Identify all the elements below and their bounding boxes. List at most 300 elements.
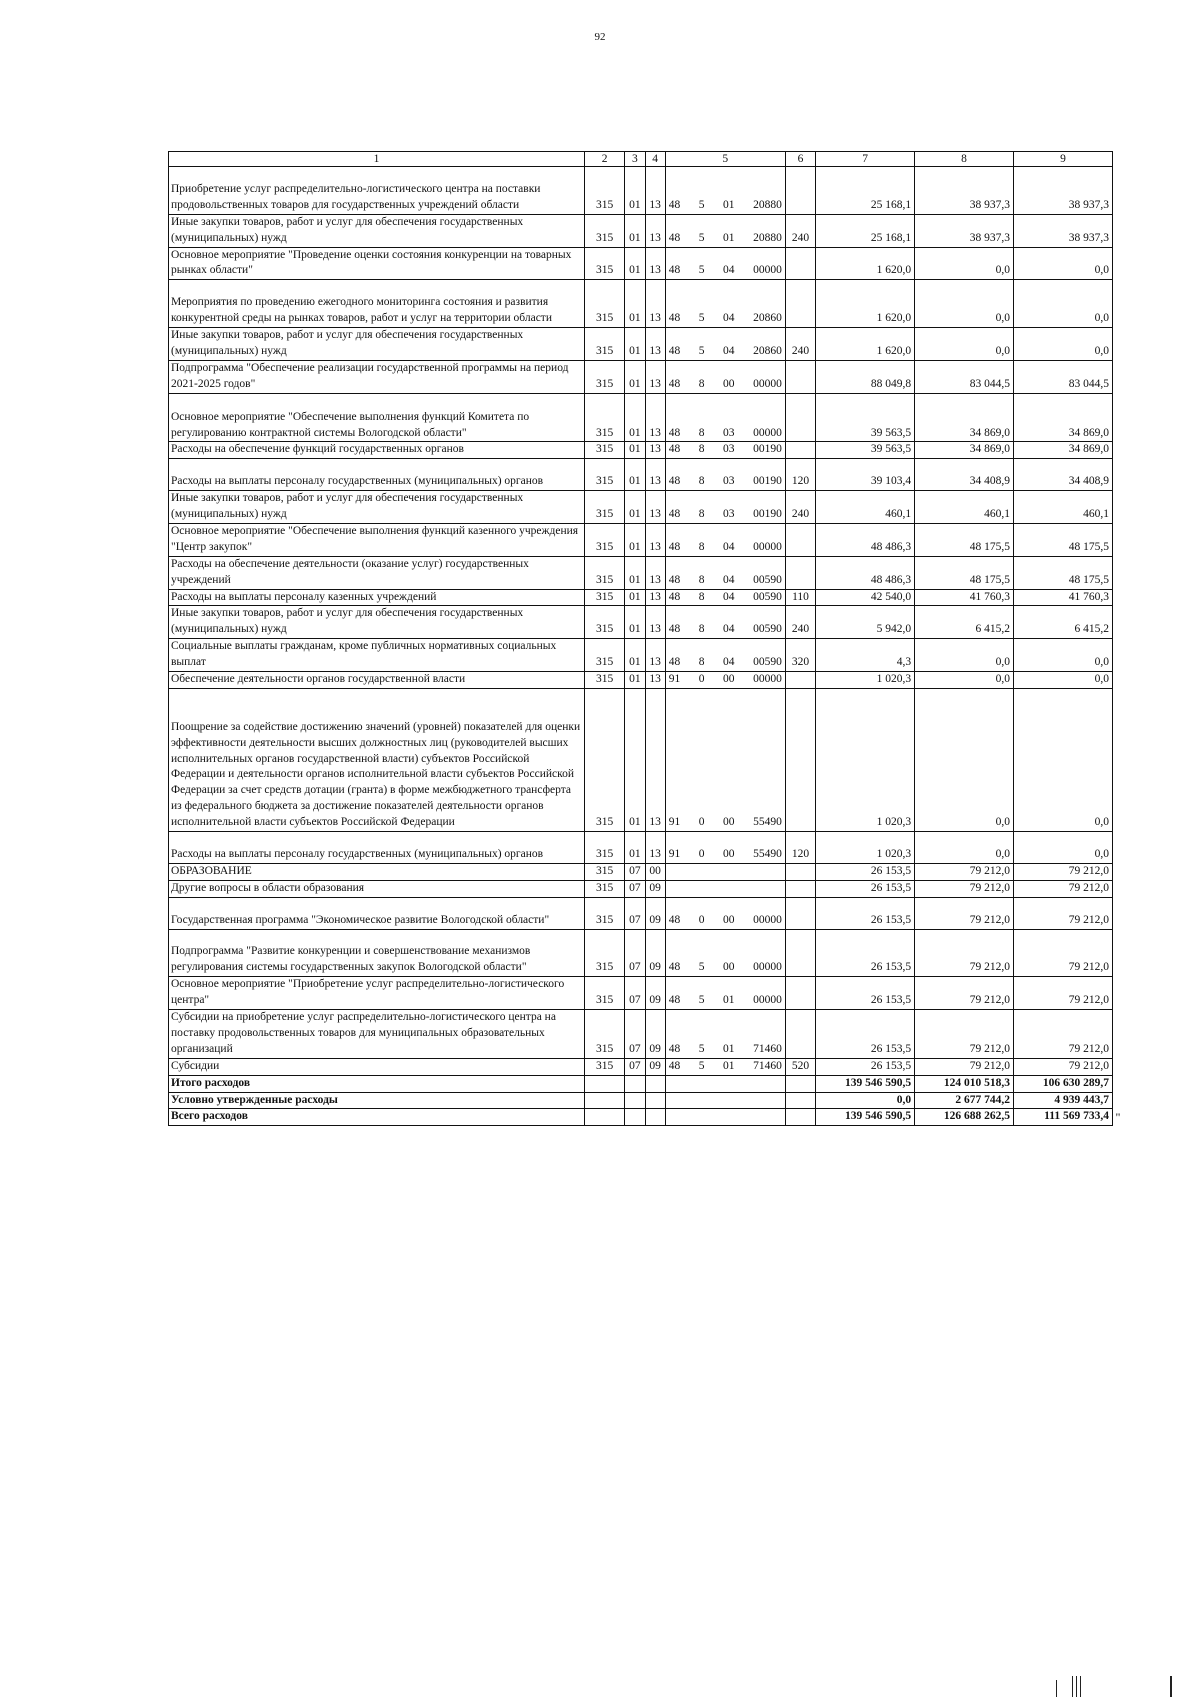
target-code-part: 8 [698,590,705,603]
target-code-part: 00190 [753,508,782,521]
table-row [169,863,1113,880]
row-value-col8: 0,0 [915,832,1014,864]
row-code-subsection: 13 [645,214,665,247]
row-code-ministry: 315 [584,328,624,361]
target-code-part: 91 [668,673,681,686]
target-code-parts [669,426,782,442]
row-value-col8: 0,0 [915,689,1014,832]
row-code-ministry: 315 [584,1058,624,1075]
target-code-part: 01 [723,994,735,1007]
header-cell: 8 [915,152,1014,167]
row-value-col9: 48 175,5 [1014,523,1113,556]
row-code-section: 07 [625,880,645,897]
target-code-part: 20860 [753,344,782,357]
target-code-part: 8 [698,475,705,488]
row-code-subsection: 13 [645,393,665,442]
empty-cell [625,1109,645,1126]
target-code-part: 5 [698,994,705,1007]
target-code-part: 8 [698,443,705,456]
row-code-subsection: 13 [645,556,665,589]
row-value-col8: 79 212,0 [915,977,1014,1010]
row-code-target [665,1058,785,1075]
row-name: Государственная программа "Экономическое развитие Вологодской области" [169,897,585,929]
target-code-part: 48 [668,198,681,211]
target-code-parts [669,474,782,490]
row-code-section: 07 [625,1010,645,1059]
target-code-parts [669,960,782,976]
target-code-part: 04 [723,590,735,603]
row-code-subsection: 13 [645,442,665,459]
row-code-ministry: 315 [584,556,624,589]
total-value-col9: 111 569 733,4 [1014,1109,1113,1126]
row-value-col7: 26 153,5 [816,863,915,880]
row-code-target [665,929,785,977]
row-code-subsection: 09 [645,880,665,897]
target-code-part: 0 [698,913,705,926]
target-code-part: 20880 [753,231,782,244]
target-code-part: 20880 [753,198,782,211]
header-cell: 6 [785,152,815,167]
row-name: Основное мероприятие "Обеспечение выполнения функций Комитета по регулированию контрактной системы Вологодской области" [169,393,585,442]
row-expense-type [785,689,815,832]
header-cell: 4 [645,152,665,167]
row-code-subsection: 13 [645,280,665,328]
empty-cell [584,1092,624,1109]
row-code-subsection: 09 [645,1058,665,1075]
table-row [169,459,1113,491]
row-value-col7: 88 049,8 [816,360,915,393]
target-code-part: 00000 [753,994,782,1007]
row-name: Мероприятия по проведению ежегодного мониторинга состояния и развития конкурентной среды на рынках товаров, работ и услуг на территории области [169,280,585,328]
row-value-col9: 79 212,0 [1014,863,1113,880]
row-code-subsection: 13 [645,167,665,215]
row-value-col7: 39 563,5 [816,393,915,442]
table-row [169,589,1113,606]
target-code-part: 20860 [753,312,782,325]
row-name: Расходы на выплаты персоналу государственных (муниципальных) органов [169,832,585,864]
row-code-target [665,589,785,606]
page-number: 92 [594,31,606,43]
row-value-col7: 25 168,1 [816,167,915,215]
target-code-parts [669,913,782,929]
row-code-section: 01 [625,442,645,459]
row-code-target [665,442,785,459]
row-value-col7: 39 563,5 [816,442,915,459]
row-value-col7: 460,1 [816,491,915,524]
row-value-col9: 41 760,3 [1014,589,1113,606]
target-code-part: 04 [723,264,735,277]
target-code-part: 00590 [753,573,782,586]
row-code-subsection: 09 [645,977,665,1010]
target-code-part: 48 [668,994,681,1007]
scan-artifact [1076,1676,1077,1697]
target-code-part: 00 [723,377,735,390]
row-code-target [665,863,785,880]
total-value-col8: 124 010 518,3 [915,1075,1014,1092]
row-expense-type: 240 [785,606,815,639]
row-expense-type [785,167,815,215]
row-value-col9: 0,0 [1014,672,1113,689]
row-code-section: 01 [625,606,645,639]
row-value-col8: 0,0 [915,280,1014,328]
row-name: Расходы на обеспечение деятельности (оказание услуг) государственных учреждений [169,556,585,589]
target-code-parts [669,377,782,393]
empty-cell [645,1092,665,1109]
row-value-col8: 34 408,9 [915,459,1014,491]
table-row [169,606,1113,639]
target-code-part: 48 [668,475,681,488]
row-code-subsection: 13 [645,672,665,689]
target-code-part: 48 [668,344,681,357]
empty-cell [584,1075,624,1092]
row-value-col9: 38 937,3 [1014,214,1113,247]
target-code-part: 00000 [753,961,782,974]
row-code-ministry: 315 [584,1010,624,1059]
target-code-parts [669,442,782,458]
target-code-parts [669,573,782,589]
table-row [169,280,1113,328]
target-code-parts [669,815,782,831]
scan-artifact [1170,1676,1172,1697]
row-code-target [665,167,785,215]
target-code-part: 48 [668,540,681,553]
target-code-part: 04 [723,540,735,553]
row-value-col8: 41 760,3 [915,589,1014,606]
row-name: Подпрограмма "Развитие конкуренции и совершенствование механизмов регулирования системы государственных закупок Вологодской области" [169,929,585,977]
row-value-col8: 79 212,0 [915,897,1014,929]
target-code-part: 5 [698,264,705,277]
target-code-part: 04 [723,312,735,325]
row-code-section: 01 [625,214,645,247]
scan-artifact [1056,1680,1057,1697]
target-code-part: 55490 [753,848,782,860]
row-code-ministry: 315 [584,247,624,280]
target-code-part: 01 [723,231,735,244]
target-code-part: 04 [723,344,735,357]
table-row [169,1058,1113,1075]
target-code-part: 8 [698,656,705,669]
row-expense-type [785,442,815,459]
target-code-part: 8 [698,623,705,636]
row-name: Подпрограмма "Обеспечение реализации государственной программы на период 2021-2025 годов" [169,360,585,393]
row-code-ministry: 315 [584,393,624,442]
target-code-part: 5 [698,961,705,974]
row-value-col9: 79 212,0 [1014,977,1113,1010]
row-code-section: 01 [625,589,645,606]
target-code-parts [669,198,782,214]
row-value-col7: 48 486,3 [816,523,915,556]
row-value-col9: 460,1 [1014,491,1113,524]
row-name: Иные закупки товаров, работ и услуг для обеспечения государственных (муниципальных) нужд [169,328,585,361]
row-value-col8: 34 869,0 [915,442,1014,459]
row-code-ministry: 315 [584,523,624,556]
row-value-col9: 83 044,5 [1014,360,1113,393]
target-code-part: 03 [723,508,735,521]
row-value-col8: 34 869,0 [915,393,1014,442]
row-value-col9: 79 212,0 [1014,1058,1113,1075]
target-code-part: 48 [668,264,681,277]
row-code-target [665,393,785,442]
row-expense-type: 110 [785,589,815,606]
row-code-subsection: 09 [645,1010,665,1059]
row-expense-type [785,247,815,280]
target-code-part: 0 [698,848,705,860]
row-code-target [665,523,785,556]
row-code-section: 01 [625,167,645,215]
row-value-col7: 26 153,5 [816,897,915,929]
empty-cell [785,1109,815,1126]
target-code-part: 5 [698,1042,705,1055]
row-expense-type [785,863,815,880]
row-value-col9: 79 212,0 [1014,897,1113,929]
row-code-target [665,491,785,524]
header-cell: 7 [816,152,915,167]
row-name: Приобретение услуг распределительно-логистического центра на поставки продовольственных товаров для государственных учреждений области [169,167,585,215]
target-code-part: 00000 [753,426,782,439]
row-value-col8: 48 175,5 [915,523,1014,556]
row-value-col7: 26 153,5 [816,1010,915,1059]
empty-cell [665,1092,785,1109]
target-code-part: 00590 [753,623,782,636]
target-code-part: 48 [668,426,681,439]
table-row [169,832,1113,864]
table-row [169,214,1113,247]
row-expense-type [785,1010,815,1059]
row-code-section: 01 [625,556,645,589]
row-value-col7: 1 620,0 [816,280,915,328]
row-expense-type [785,280,815,328]
row-code-section: 01 [625,639,645,672]
row-expense-type [785,929,815,977]
target-code-part: 55490 [753,816,782,829]
row-code-section: 01 [625,393,645,442]
row-code-ministry: 315 [584,491,624,524]
row-expense-type: 320 [785,639,815,672]
target-code-parts [669,231,782,247]
table-row [169,1010,1113,1059]
header-cell: 3 [625,152,645,167]
target-code-parts [669,1042,782,1058]
row-expense-type [785,880,815,897]
row-code-section: 01 [625,328,645,361]
row-value-col8: 0,0 [915,639,1014,672]
row-value-col9: 79 212,0 [1014,929,1113,977]
row-code-section: 01 [625,523,645,556]
total-value-col7: 139 546 590,5 [816,1075,915,1092]
total-value-col7: 139 546 590,5 [816,1109,915,1126]
target-code-part: 48 [668,312,681,325]
target-code-part: 04 [723,623,735,636]
row-code-target [665,977,785,1010]
row-code-section: 01 [625,672,645,689]
row-code-target [665,214,785,247]
target-code-part: 5 [698,312,705,325]
row-expense-type: 120 [785,832,815,864]
row-name: Основное мероприятие "Проведение оценки состояния конкуренции на товарных рынках области" [169,247,585,280]
row-value-col9: 38 937,3 [1014,167,1113,215]
target-code-parts [669,993,782,1009]
row-value-col7: 5 942,0 [816,606,915,639]
empty-cell [584,1109,624,1126]
target-code-parts [669,672,782,688]
row-value-col7: 42 540,0 [816,589,915,606]
target-code-part: 0 [698,673,705,686]
row-value-col8: 6 415,2 [915,606,1014,639]
row-expense-type [785,672,815,689]
row-value-col9: 79 212,0 [1014,880,1113,897]
row-value-col9: 0,0 [1014,639,1113,672]
row-expense-type [785,393,815,442]
row-value-col7: 48 486,3 [816,556,915,589]
row-code-ministry: 315 [584,977,624,1010]
target-code-parts [669,263,782,279]
target-code-part: 48 [668,623,681,636]
header-cell: 1 [169,152,585,167]
total-value-col8: 126 688 262,5 [915,1109,1014,1126]
row-code-target [665,672,785,689]
row-value-col7: 26 153,5 [816,1058,915,1075]
row-value-col7: 26 153,5 [816,880,915,897]
row-code-section: 07 [625,929,645,977]
row-code-target [665,247,785,280]
row-expense-type [785,897,815,929]
target-code-part: 00190 [753,475,782,488]
row-code-ministry: 315 [584,214,624,247]
target-code-part: 48 [668,913,681,926]
row-code-target [665,556,785,589]
row-name: Субсидии на приобретение услуг распределительно-логистического центра на поставку продовольственных товаров для муниципальных образовательных организаций [169,1010,585,1059]
table-row [169,897,1113,929]
header-cell: 2 [584,152,624,167]
column-number-header [169,152,1113,167]
target-code-parts [669,1059,782,1075]
row-value-col7: 39 103,4 [816,459,915,491]
row-code-target [665,280,785,328]
row-code-ministry: 315 [584,863,624,880]
target-code-part: 5 [698,344,705,357]
target-code-part: 01 [723,1042,735,1055]
scan-artifact [1080,1676,1081,1697]
row-value-col8: 38 937,3 [915,167,1014,215]
row-value-col9: 34 869,0 [1014,442,1113,459]
table-row [169,393,1113,442]
row-code-subsection: 13 [645,689,665,832]
table-row [169,442,1113,459]
target-code-part: 0 [698,816,705,829]
row-value-col8: 79 212,0 [915,929,1014,977]
row-value-col9: 0,0 [1014,832,1113,864]
table-row [169,491,1113,524]
table-row [169,523,1113,556]
row-code-ministry: 315 [584,832,624,864]
row-name: Другие вопросы в области образования [169,880,585,897]
row-name: Иные закупки товаров, работ и услуг для обеспечения государственных (муниципальных) нужд [169,491,585,524]
row-value-col9: 34 869,0 [1014,393,1113,442]
row-code-subsection: 13 [645,639,665,672]
row-code-subsection: 13 [645,589,665,606]
row-value-col8: 79 212,0 [915,1058,1014,1075]
total-name: Условно утвержденные расходы [169,1092,585,1109]
target-code-parts [669,507,782,523]
row-value-col8: 0,0 [915,672,1014,689]
row-expense-type: 120 [785,459,815,491]
row-name: Иные закупки товаров, работ и услуг для обеспечения государственных (муниципальных) нужд [169,606,585,639]
target-code-part: 03 [723,443,735,456]
row-value-col9: 0,0 [1014,689,1113,832]
row-code-target [665,832,785,864]
row-code-section: 07 [625,977,645,1010]
target-code-part: 00 [723,913,735,926]
row-code-subsection: 13 [645,247,665,280]
target-code-part: 48 [668,656,681,669]
target-code-part: 00190 [753,443,782,456]
row-code-section: 01 [625,247,645,280]
target-code-part: 91 [668,848,681,860]
target-code-parts [669,847,782,863]
target-code-part: 5 [698,231,705,244]
target-code-part: 48 [668,1059,681,1072]
target-code-part: 48 [668,573,681,586]
row-value-col7: 1 020,3 [816,672,915,689]
row-code-target [665,639,785,672]
target-code-part: 8 [698,508,705,521]
row-code-target [665,459,785,491]
target-code-parts [669,590,782,606]
row-name: Поощрение за содействие достижению значений (уровней) показателей для оценки эффективности деятельности высших должностных лиц (руководителей высших исполнительных органов государственной власти) субъектов Российской Федерации и деятельности органов исполнительной власти субъектов Российской Федерации за счет средств дотации (гранта) в форме межбюджетного трансферта из федерального бюджета за достижение показателей деятельности органов исполнительной власти субъектов Российской Федерации [169,689,585,832]
target-code-parts [669,540,782,556]
table-row [169,689,1113,832]
row-code-target [665,689,785,832]
row-code-target [665,606,785,639]
row-expense-type: 240 [785,328,815,361]
row-code-subsection: 09 [645,929,665,977]
budget-table [168,151,1113,1126]
target-code-part: 00000 [753,913,782,926]
row-code-subsection: 13 [645,832,665,864]
row-code-ministry: 315 [584,880,624,897]
target-code-part: 01 [723,198,735,211]
empty-cell [665,1109,785,1126]
row-expense-type [785,977,815,1010]
row-code-target [665,328,785,361]
target-code-part: 48 [668,377,681,390]
table-row [169,672,1113,689]
target-code-part: 03 [723,426,735,439]
row-value-col9: 0,0 [1014,328,1113,361]
target-code-part: 00 [723,961,735,974]
table-row [169,977,1113,1010]
row-value-col8: 0,0 [915,247,1014,280]
total-name: Всего расходов [169,1109,585,1126]
row-value-col8: 0,0 [915,328,1014,361]
target-code-part: 91 [668,816,681,829]
total-value-col7: 0,0 [816,1092,915,1109]
target-code-part: 8 [698,377,705,390]
row-expense-type: 240 [785,214,815,247]
row-code-subsection: 09 [645,897,665,929]
row-expense-type [785,523,815,556]
row-name: Основное мероприятие "Приобретение услуг распределительно-логистического центра" [169,977,585,1010]
row-code-ministry: 315 [584,606,624,639]
row-value-col7: 4,3 [816,639,915,672]
row-value-col9: 34 408,9 [1014,459,1113,491]
row-code-subsection: 13 [645,360,665,393]
empty-cell [645,1109,665,1126]
row-code-subsection: 13 [645,328,665,361]
table-row [169,639,1113,672]
row-code-section: 07 [625,897,645,929]
table-row [169,360,1113,393]
